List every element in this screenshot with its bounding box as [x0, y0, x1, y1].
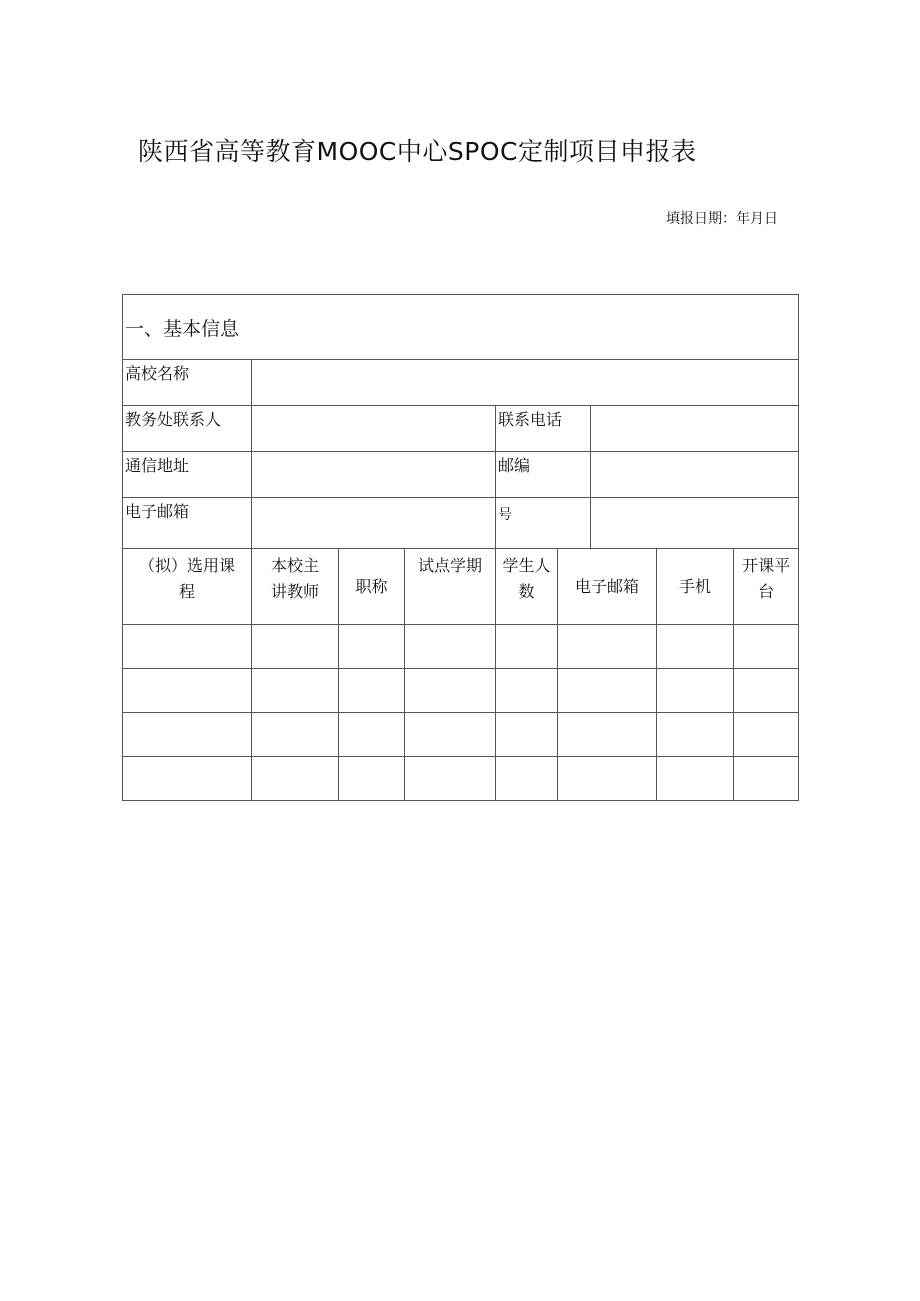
- course-cell[interactable]: [123, 757, 252, 801]
- col-semester: 试点学期: [405, 549, 496, 625]
- col-students-line2: 数: [518, 582, 535, 601]
- title-cell[interactable]: [339, 757, 405, 801]
- contact-phone-field[interactable]: [591, 406, 799, 452]
- semester-cell[interactable]: [405, 757, 496, 801]
- phone-cell[interactable]: [657, 669, 734, 713]
- platform-cell[interactable]: [734, 757, 799, 801]
- col-students: [496, 549, 558, 625]
- table-row: [123, 757, 799, 801]
- title-cell[interactable]: [339, 669, 405, 713]
- col-title: 职称: [339, 549, 405, 625]
- course-cell[interactable]: [123, 669, 252, 713]
- email-cell[interactable]: [558, 757, 657, 801]
- school-name-label: 高校名称: [123, 360, 252, 406]
- contact-row: [123, 406, 799, 452]
- title-cell[interactable]: [339, 625, 405, 669]
- email-field[interactable]: [252, 498, 496, 549]
- application-form-table: [122, 294, 799, 801]
- col-platform: [734, 549, 799, 625]
- teacher-cell[interactable]: [252, 625, 339, 669]
- course-cell[interactable]: [123, 625, 252, 669]
- col-teacher-line2: 讲教师: [270, 582, 319, 601]
- teacher-cell[interactable]: [252, 713, 339, 757]
- email-cell[interactable]: [558, 713, 657, 757]
- school-name-row: [123, 360, 799, 406]
- phone-cell[interactable]: [657, 757, 734, 801]
- semester-cell[interactable]: [405, 669, 496, 713]
- address-row: [123, 452, 799, 498]
- students-cell[interactable]: [496, 713, 558, 757]
- phone-cell[interactable]: [657, 713, 734, 757]
- course-cell[interactable]: [123, 713, 252, 757]
- col-teacher: [252, 549, 339, 625]
- email-cell[interactable]: [558, 625, 657, 669]
- section-basic-info: 一、基本信息: [123, 295, 799, 360]
- page-title: 陕西省高等教育MOOC中心SPOC定制项目申报表: [138, 137, 697, 166]
- col-course-line1: （拟）选用课: [138, 556, 235, 575]
- address-field[interactable]: [252, 452, 496, 498]
- school-name-field[interactable]: [252, 360, 799, 406]
- platform-cell[interactable]: [734, 713, 799, 757]
- address-label: 通信地址: [123, 452, 252, 498]
- phone-cell[interactable]: [657, 625, 734, 669]
- col-course: [123, 549, 252, 625]
- contact-person-field[interactable]: [252, 406, 496, 452]
- col-platform-line1: 开课平: [742, 556, 791, 575]
- teacher-cell[interactable]: [252, 669, 339, 713]
- contact-person-label: 教务处联系人: [123, 406, 252, 452]
- semester-cell[interactable]: [405, 713, 496, 757]
- col-teacher-line1: 本校主: [270, 556, 319, 575]
- table-row: [123, 625, 799, 669]
- contact-phone-label: 联系电话: [496, 406, 591, 452]
- students-cell[interactable]: [496, 669, 558, 713]
- fill-date: 填报日期：年月日: [666, 211, 778, 227]
- email-row: [123, 498, 799, 549]
- teacher-cell[interactable]: [252, 757, 339, 801]
- postcode-field[interactable]: [591, 452, 799, 498]
- table-row: [123, 669, 799, 713]
- students-cell[interactable]: [496, 625, 558, 669]
- col-course-line2: 程: [178, 582, 195, 601]
- col-platform-line2: 台: [758, 582, 775, 601]
- title-cell[interactable]: [339, 713, 405, 757]
- email-cell[interactable]: [558, 669, 657, 713]
- platform-cell[interactable]: [734, 669, 799, 713]
- number-field[interactable]: [591, 498, 799, 549]
- table-row: [123, 713, 799, 757]
- course-header-row: [123, 549, 799, 625]
- students-cell[interactable]: [496, 757, 558, 801]
- col-phone: 手机: [657, 549, 734, 625]
- col-students-line1: 学生人: [502, 556, 551, 575]
- platform-cell[interactable]: [734, 625, 799, 669]
- section-row: [123, 295, 799, 360]
- postcode-label: 邮编: [496, 452, 591, 498]
- semester-cell[interactable]: [405, 625, 496, 669]
- col-email: 电子邮箱: [558, 549, 657, 625]
- number-label: 号: [496, 498, 591, 549]
- email-label: 电子邮箱: [123, 498, 252, 549]
